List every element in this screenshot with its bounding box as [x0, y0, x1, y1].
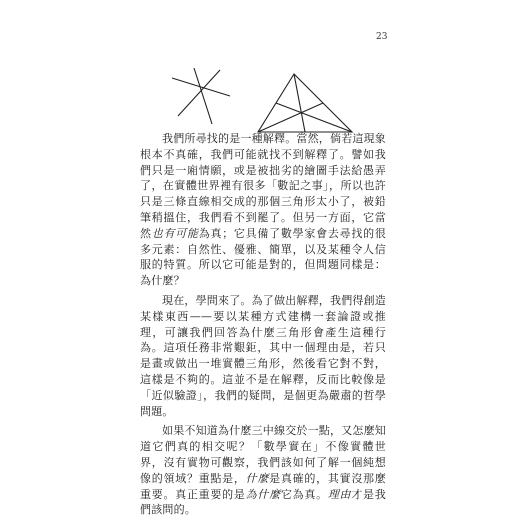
sketch-line-1	[172, 78, 230, 96]
paragraph-1	[140, 131, 386, 289]
page-number: 23	[376, 32, 388, 42]
text-segment: 我們所尋找的是一種解釋。當然，倘若這現象根本不真確，我們可能就找不到解釋了。譬如我們只是一廂情願，或是被拙劣的繪圖手法給愚弄了，在實體世界裡有很多「數記之事」，所以也許只是三條直線相交成的那個三角形太小了，被鉛筆稍搵住，我們看不到罷了。但另一方面，它當然	[140, 132, 386, 240]
text-segment: 是真確的，其實沒那麼重要。真正重要的是	[140, 471, 386, 501]
three-lines-sketch	[172, 68, 230, 124]
paragraph-3	[140, 423, 386, 518]
paragraph-2	[140, 293, 386, 419]
emphasis-text: 理由	[327, 487, 352, 501]
text-segment: 為真；它具備了數學家會去尋找的很多元素：自然性、優雅、簡單，以及某種令人信服的特質。所以它可能是對的，但問題同樣是：為什麼？	[140, 226, 387, 288]
emphasis-text: 什麼	[245, 471, 270, 485]
emphasis-text: 為什麼	[245, 487, 281, 501]
sketch-line-3	[178, 70, 220, 116]
body-text	[140, 131, 386, 522]
triangle-outline	[258, 74, 352, 132]
emphasis-text: 也有可能	[151, 226, 199, 240]
triangle-medians	[258, 74, 352, 132]
text-segment: 才是我們該問的。	[140, 487, 386, 517]
text-segment: 它為真。	[280, 487, 328, 501]
text-segment: 現在，學問來了。為了做出解釋，我們得創造某樣東西——要以某種方式建構一套論證或推理，可讓我們回答為什麼三角形會產生這種行為。這項任務非常艱鉅，其中一個理由是，若只是畫或做出一堆實體三角形，然後看它對不對，這樣是不夠的。這並不是在解釋，反而比較像是「近似驗證」，我們的疑問，是個更為嚴肅的哲學問題。	[140, 293, 386, 418]
text-segment: 如果不知道為什麼三中線交於一點，又怎麼知道它們真的相交呢？「數學實在」不像實體世界，沒有實物可觀察，我們該如何了解一個純想像的領域？重點是，	[140, 424, 386, 485]
